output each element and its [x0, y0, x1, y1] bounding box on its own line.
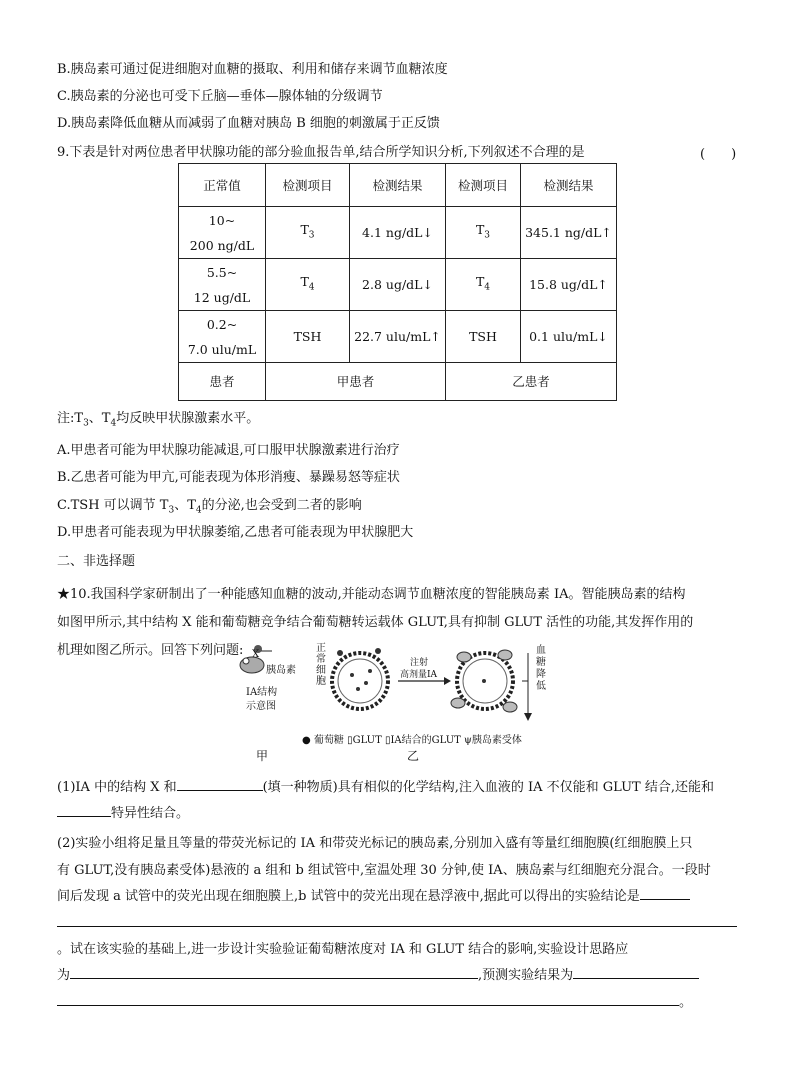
- q9-option-c: C.TSH 可以调节 $T_3$、$T_4$的分泌,也会受到二者的影响: [57, 498, 362, 516]
- normal-cell-label: 正 常 细 胞: [316, 643, 326, 687]
- ia-mechanism-figure: [232, 643, 562, 763]
- patient-label: 患者: [179, 363, 266, 401]
- q10-part2-line3: 间后发现 a 试管中的荧光出现在细胞膜上,b 试管中的荧光出现在悬浮液中,据此可以得出的实验结论是: [57, 885, 690, 904]
- patient-jia: 甲患者: [266, 363, 446, 401]
- q9-option-d: D.甲患者可能表现为甲状腺萎缩,乙患者可能表现为甲状腺肥大: [57, 525, 414, 540]
- x-label: X: [252, 649, 260, 660]
- patient-yi: 乙患者: [446, 363, 617, 401]
- q9-stem: 9.下表是针对两位患者甲状腺功能的部分验血报告单,结合所学知识分析,下列叙述不合理的是: [57, 145, 585, 160]
- blank-3[interactable]: [640, 885, 690, 900]
- blank-4[interactable]: [70, 964, 478, 979]
- q8-option-d: D.胰岛素降低血糖从而减弱了血糖对胰岛 B 细胞的刺激属于正反馈: [57, 116, 440, 131]
- test-item-cell: $T_4$: [446, 259, 521, 311]
- test-item-cell: TSH: [266, 311, 350, 363]
- table-note: 注$:T_3$、$T_4$均反映甲状腺激素水平。: [57, 411, 260, 429]
- table-row: [179, 259, 617, 311]
- normal-range-cell: 5.5~ 12 ug/dL: [179, 259, 266, 311]
- table-footer-row: [179, 363, 617, 401]
- table-header: 检测结果: [521, 164, 617, 207]
- table-header: 检测项目: [266, 164, 350, 207]
- q10-stem-line3: 机理如图乙所示。回答下列问题:: [57, 643, 244, 658]
- lab-report-table: [178, 163, 617, 401]
- q10-part1-line1: (1)IA 中的结构 X 和 (填一种物质)具有相似的化学结构,注入血液的 IA 不仅能和 GLUT 结合,还能和: [57, 776, 714, 795]
- table-header: 检测结果: [350, 164, 446, 207]
- q10-stem-line2: 如图甲所示,其中结构 X 能和葡萄糖竞争结合葡萄糖转运载体 GLUT,具有抑制 GLUT 活性的功能,其发挥作用的: [57, 615, 694, 630]
- ia-bound-cell-icon: [451, 650, 517, 712]
- table-header: 检测项目: [446, 164, 521, 207]
- blank-2[interactable]: [57, 802, 111, 817]
- figure-label-jia: 甲: [256, 749, 269, 763]
- blood-sugar-drop-label: 血 糖 降 低: [536, 645, 546, 692]
- result-cell: 4.1 ng/dL↓: [350, 207, 446, 259]
- ia-structure-label-1: IA结构: [246, 687, 278, 698]
- q9-option-b: B.乙患者可能为甲亢,可能表现为体形消瘦、暴躁易怒等症状: [57, 470, 400, 485]
- table-header-row: [179, 164, 617, 207]
- result-cell: 15.8 ug/dL↑: [521, 259, 617, 311]
- q10-part2-line6: 。: [57, 991, 692, 1010]
- result-cell: 345.1 ng/dL↑: [521, 207, 617, 259]
- q10-part2-line2: 有 GLUT,没有胰岛素受体)悬液的 a 组和 b 组试管中,室温处理 30 分钟,使 IA、胰岛素与红细胞充分混合。一段时: [57, 863, 711, 878]
- blank-5[interactable]: [573, 964, 699, 979]
- section-heading: 二、非选择题: [57, 554, 136, 569]
- test-item-cell: $T_3$: [266, 207, 350, 259]
- blank-5-continued[interactable]: [57, 991, 679, 1006]
- test-item-cell: $T_3$: [446, 207, 521, 259]
- result-cell: 22.7 ulu/mL↑: [350, 311, 446, 363]
- inject-label: 注射: [410, 658, 429, 668]
- test-item-cell: TSH: [446, 311, 521, 363]
- figure-legend: ● 葡萄糖 ▯GLUT ▯IA结合的GLUT ψ胰岛素受体: [302, 735, 522, 746]
- q10-part2-line4: 。试在该实验的基础上,进一步设计实验验证葡萄糖浓度对 IA 和 GLUT 结合的影响,实验设计思路应: [57, 942, 629, 957]
- normal-range-cell: 0.2~ 7.0 ulu/mL: [179, 311, 266, 363]
- q10-part2-line5: 为 ,预测实验结果为: [57, 964, 699, 983]
- result-cell: 0.1 ulu/mL↓: [521, 311, 617, 363]
- normal-cell-icon: [332, 648, 388, 709]
- table-row: [179, 207, 617, 259]
- insulin-label: 胰岛素: [266, 665, 296, 676]
- table-row: [179, 311, 617, 363]
- ia-structure-label-2: 示意图: [246, 701, 276, 712]
- test-item-cell: $T_4$: [266, 259, 350, 311]
- q9-option-a: A.甲患者可能为甲状腺功能减退,可口服甲状腺激素进行治疗: [57, 443, 400, 458]
- q8-option-c: C.胰岛素的分泌也可受下丘脑—垂体—腺体轴的分级调节: [57, 89, 383, 104]
- q10-part2-line1: (2)实验小组将足量且等量的带荧光标记的 IA 和带荧光标记的胰岛素,分别加入盛有等量红细胞膜(红细胞膜上只: [57, 836, 693, 851]
- high-dose-ia-label: 高剂量IA: [400, 670, 438, 680]
- blank-3-continued[interactable]: [57, 912, 737, 927]
- answer-paren: ( ): [700, 147, 737, 162]
- blank-1[interactable]: [177, 776, 263, 791]
- normal-range-cell: 10~ 200 ng/dL: [179, 207, 266, 259]
- q10-part1-line2: 特异性结合。: [57, 802, 189, 821]
- q8-option-b: B.胰岛素可通过促进细胞对血糖的摄取、利用和储存来调节血糖浓度: [57, 62, 448, 77]
- result-cell: 2.8 ug/dL↓: [350, 259, 446, 311]
- table-header: 正常值: [179, 164, 266, 207]
- figure-label-yi: 乙: [407, 749, 420, 763]
- q10-stem-line1: ★10.我国科学家研制出了一种能感知血糖的波动,并能动态调节血糖浓度的智能胰岛素 IA。智能胰岛素的结构: [57, 587, 686, 602]
